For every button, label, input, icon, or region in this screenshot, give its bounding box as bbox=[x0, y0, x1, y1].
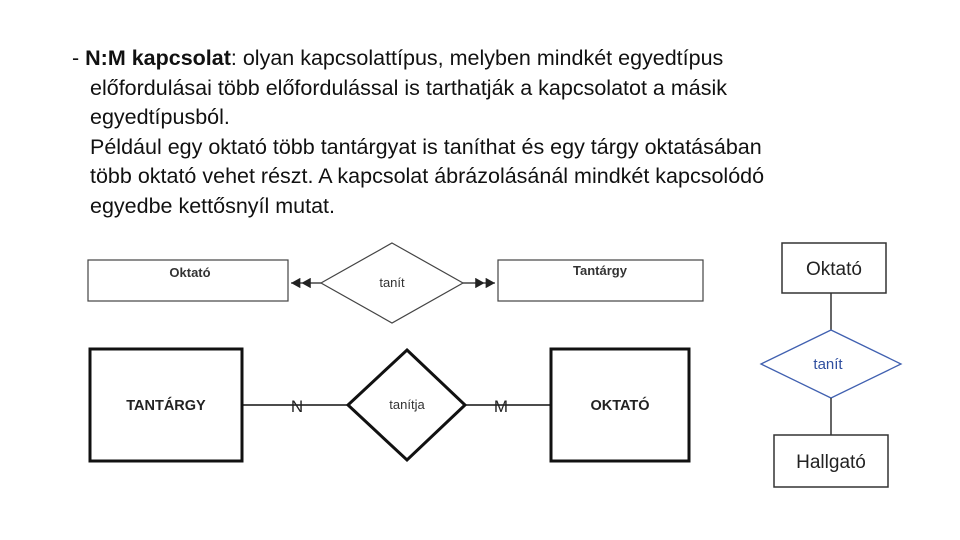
entity-oktato-label: OKTATÓ bbox=[590, 398, 650, 414]
top-diagram bbox=[88, 243, 703, 323]
definition-line-3: egyedtípusból. bbox=[90, 105, 230, 129]
cardinality-m: M bbox=[493, 397, 509, 416]
entity-tantargy-label: TANTÁRGY bbox=[126, 398, 206, 414]
right-diagram bbox=[761, 243, 901, 487]
example-line-1: Például egy oktató több tantárgyat is taníthat és egy tárgy oktatásában bbox=[90, 134, 762, 159]
definition-text: : olyan kapcsolattípus, melyben mindkét egyedtípus bbox=[230, 46, 724, 70]
definition-line-2: előfordulásai több előfordulással is tarthatják a kapcsolatot a másik bbox=[90, 75, 727, 100]
entity-oktato-small-label: Oktató bbox=[169, 265, 211, 280]
relationship-tanitja-label: tanítja bbox=[389, 397, 425, 412]
entity-hallgato-label: Hallgató bbox=[796, 452, 866, 473]
example-line-3: egyedbe kettősnyíl mutat. bbox=[90, 193, 336, 218]
bullet-dash: - bbox=[72, 46, 86, 70]
relationship-tanit-right-label: tanít bbox=[813, 356, 843, 373]
entity-tantargy-small-label: Tantárgy bbox=[573, 263, 627, 278]
example-line-2: több oktató vehet részt. A kapcsolat ábrázolásánál mindkét kapcsolódó bbox=[90, 164, 765, 188]
entity-oktato-right-label: Oktató bbox=[806, 259, 862, 280]
cardinality-n: N bbox=[290, 397, 304, 416]
bottom-diagram bbox=[90, 349, 689, 461]
relationship-tanit-label: tanít bbox=[379, 275, 405, 290]
term-label: N:M kapcsolat bbox=[85, 46, 231, 70]
